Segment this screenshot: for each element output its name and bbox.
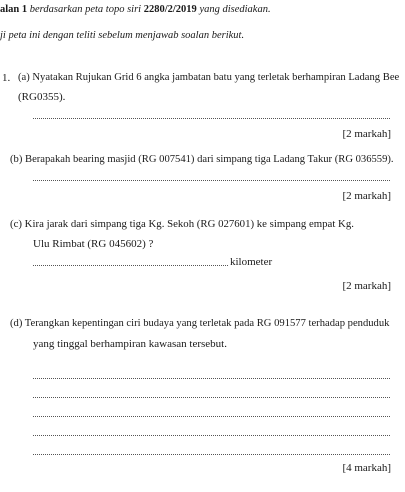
question-1a-line-2: (RG0355).: [18, 91, 66, 103]
marks-1d: [4 markah]: [342, 462, 391, 474]
answer-line-1a[interactable]: [33, 118, 390, 119]
unit-kilometer: kilometer: [230, 256, 273, 268]
question-1c-line-2: Ulu Rimbat (RG 045602) ?: [33, 238, 154, 250]
instruction-prefix: alan 1: [0, 4, 28, 15]
answer-line-1c[interactable]: [33, 265, 228, 266]
instruction-text-a: berdasarkan peta topo siri: [29, 4, 142, 15]
answer-line-1d-3[interactable]: [33, 416, 390, 417]
question-number: 1.: [2, 72, 11, 84]
instruction-line-2: ji peta ini dengan teliti sebelum menjawab soalan berikut.: [0, 30, 245, 41]
marks-1b: [2 markah]: [342, 190, 391, 202]
map-series-number: 2280/2/2019: [143, 4, 197, 15]
question-1c-line-1: (c) Kira jarak dari simpang tiga Kg. Sekoh (RG 027601) ke simpang empat Kg.: [10, 218, 354, 230]
question-1d-line-2: yang tinggal berhampiran kawasan tersebut.: [33, 338, 227, 350]
answer-line-1b[interactable]: [33, 180, 390, 181]
answer-line-1d-1[interactable]: [33, 378, 390, 379]
marks-1c: [2 markah]: [342, 280, 391, 292]
instruction-line-1: [0, 4, 271, 15]
question-1b-line-1: (b) Berapakah bearing masjid (RG 007541) dari simpang tiga Ladang Takur (RG 036559).: [10, 154, 394, 165]
answer-line-1d-4[interactable]: [33, 435, 390, 436]
marks-1a: [2 markah]: [342, 128, 391, 140]
question-1a-line-1: (a) Nyatakan Rujukan Grid 6 angka jambatan batu yang terletak berhampiran Ladang Bee: [18, 72, 400, 83]
answer-line-1d-5[interactable]: [33, 454, 390, 455]
question-1d-line-1: (d) Terangkan kepentingan ciri budaya yang terletak pada RG 091577 terhadap penduduk: [10, 318, 390, 329]
answer-line-1d-2[interactable]: [33, 397, 390, 398]
instruction-text-b: yang disediakan.: [199, 4, 271, 15]
